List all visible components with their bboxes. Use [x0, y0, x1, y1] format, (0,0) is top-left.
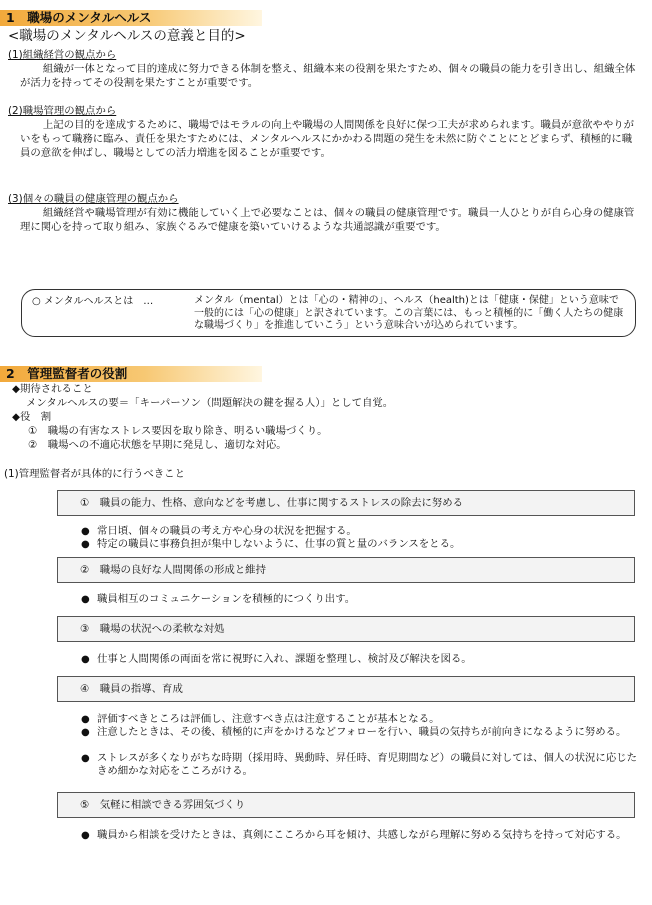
- duty-box-5: ⑤ 気軽に相談できる雰囲気づくり: [57, 792, 635, 818]
- heading-1-2: (2)職場管理の観点から: [8, 105, 117, 117]
- duty-1-bullet-1: ● 常日頃、個々の職員の考え方や心身の状況を把握する。: [81, 525, 641, 538]
- paragraph-1-2: 上記の目的を達成するために、職場ではモラルの向上や職場の人間関係を良好に保つ工夫が求められます。職員が意欲ややりがいをもって職務に臨み、責任を果たすためには、メンタルヘルスにかかわる問題の発生を未然に防ぐことにとどまらず、積極的に職員の意欲を伸ばし、職場としての活力増進を図ることが重要です。: [20, 119, 634, 159]
- duty-1-bullet-2: ● 特定の職員に事務負担が集中しないように、仕事の質と量のバランスをとる。: [81, 538, 641, 551]
- mental-health-definition-box: [21, 289, 636, 337]
- duty-5-bullet-1: ● 職員から相談を受けたときは、真剣にこころから耳を傾け、共感しながら理解に努める気持ちを持って対応する。: [81, 829, 641, 842]
- heading-1-3: (3)個々の職員の健康管理の観点から: [8, 193, 179, 205]
- role-item-2: ② 職場への不適応状態を早期に発見し、適切な対応。: [28, 439, 287, 451]
- definition-text: メンタル（mental）とは「心の・精神の」、ヘルス（health)とは「健康・保健」という意味で一般的には「心の健康」と訳されています。この言葉には、もっと積極的に「働く人たちの健康な職場づくり」を推進していこう」という意味合いが込められています。: [194, 295, 624, 331]
- duty-box-4: ④ 職員の指導、育成: [57, 676, 635, 702]
- expected-text: メンタルヘルスの要＝「キーパーソン（問題解決の鍵を握る人）」として自覚。: [26, 397, 394, 409]
- duty-4-bullet-1: ● 評価すべきところは評価し、注意すべき点は注意することが基本となる。: [81, 713, 641, 726]
- duty-2-bullet-1: ● 職員相互のコミュニケーションを積極的につくり出す。: [81, 593, 641, 606]
- paragraph-1-3: 組織経営や職場管理が有効に機能していく上で必要なことは、個々の職員の健康管理です。職員一人ひとりが自ら心身の健康管理に関心を持って取り組み、家族ぐるみで健康を築いていけるような共通認識が重要です。: [20, 207, 635, 233]
- role-heading: ◆役 割: [12, 411, 52, 423]
- duty-4-bullet-2: ● 注意したときは、その後、積極的に声をかけるなどフォローを行い、職員の気持ちが前向きになるように努める。: [81, 726, 641, 739]
- duty-box-2: ② 職場の良好な人間関係の形成と維持: [57, 557, 635, 583]
- duty-3-bullet-1: ● 仕事と人間関係の両面を常に視野に入れ、課題を整理し、検討及び解決を図る。: [81, 653, 641, 666]
- expected-heading: ◆期待されること: [12, 383, 93, 395]
- section-2-title: 2 管理監督者の役割: [0, 366, 262, 382]
- section-1-subtitle: <職場のメンタルヘルスの意義と目的>: [8, 28, 246, 44]
- sub-heading: (1)管理監督者が具体的に行うべきこと: [4, 468, 185, 480]
- role-item-1: ① 職場の有害なストレス要因を取り除き、明るい職場づくり。: [28, 425, 328, 437]
- definition-label: ○ メンタルヘルスとは …: [32, 296, 154, 307]
- paragraph-1-1: 組織が一体となって目的達成に努力できる体制を整え、組織本来の役割を果たすため、個々の職員の能力を引き出し、組織全体が活力を持ってその役割を果たすことが重要です。: [20, 63, 636, 89]
- duty-box-3: ③ 職場の状況への柔軟な対処: [57, 616, 635, 642]
- duty-4-bullet-3: ● ストレスが多くなりがちな時期（採用時、異動時、昇任時、育児期間など）の職員に対しては、個人の状況に応じたきめ細かな対応をこころがける。: [81, 752, 641, 778]
- section-1-title: 1 職場のメンタルヘルス: [0, 10, 262, 26]
- duty-box-1: ① 職員の能力、性格、意向などを考慮し、仕事に関するストレスの除去に努める: [57, 490, 635, 516]
- heading-1-1: (1)組織経営の観点から: [8, 49, 117, 61]
